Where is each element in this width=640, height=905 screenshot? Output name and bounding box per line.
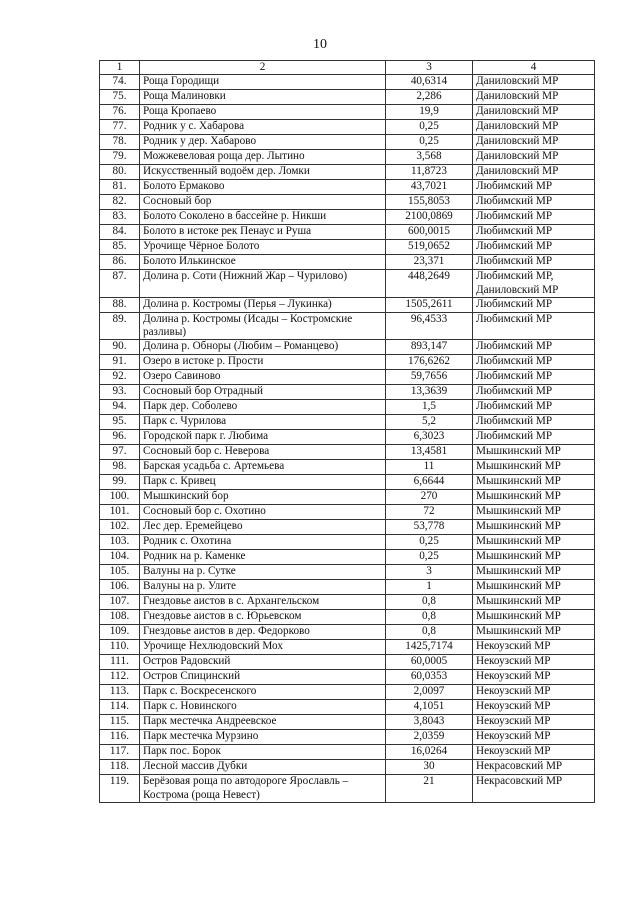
table-row [100, 565, 595, 580]
row-district: Любимский МР [473, 415, 595, 430]
row-area: 40,6314 [386, 75, 473, 90]
row-district: Некоузский МР [473, 640, 595, 655]
row-area: 16,0264 [386, 745, 473, 760]
table-row [100, 430, 595, 445]
table-row [100, 580, 595, 595]
row-district: Мышкинский МР [473, 520, 595, 535]
table-row [100, 195, 595, 210]
row-number: 114. [100, 700, 140, 715]
row-area: 60,0353 [386, 670, 473, 685]
table-row [100, 730, 595, 745]
row-area: 1505,2611 [386, 297, 473, 312]
row-name: Родник на р. Каменке [140, 550, 386, 565]
row-district: Некрасовский МР [473, 760, 595, 775]
row-name: Валуны на р. Сутке [140, 565, 386, 580]
row-number: 91. [100, 355, 140, 370]
row-area: 155,8053 [386, 195, 473, 210]
row-name: Гнездовье аистов в с. Архангельском [140, 595, 386, 610]
row-name: Мышкинский бор [140, 490, 386, 505]
row-number: 78. [100, 135, 140, 150]
table-row [100, 415, 595, 430]
row-name: Сосновый бор [140, 195, 386, 210]
table-row [100, 150, 595, 165]
row-number: 74. [100, 75, 140, 90]
row-name: Валуны на р. Улите [140, 580, 386, 595]
table-row [100, 120, 595, 135]
row-number: 108. [100, 610, 140, 625]
table-row [100, 655, 595, 670]
table-row [100, 180, 595, 195]
row-area: 21 [386, 775, 473, 803]
row-name: Болото Ермаково [140, 180, 386, 195]
row-district: Даниловский МР [473, 120, 595, 135]
row-area: 448,2649 [386, 270, 473, 298]
row-name: Озеро Савиново [140, 370, 386, 385]
row-name: Сосновый бор Отрадный [140, 385, 386, 400]
table-row [100, 475, 595, 490]
row-name: Долина р. Костромы (Перья – Лукинка) [140, 297, 386, 312]
row-name: Можжевеловая роща дер. Лытино [140, 150, 386, 165]
row-name: Лесной массив Дубки [140, 760, 386, 775]
row-district: Даниловский МР [473, 150, 595, 165]
row-name: Сосновый бор с. Неверова [140, 445, 386, 460]
row-number: 80. [100, 165, 140, 180]
row-district: Любимский МР [473, 210, 595, 225]
table-row [100, 340, 595, 355]
row-area: 600,0015 [386, 225, 473, 240]
row-district: Мышкинский МР [473, 460, 595, 475]
row-district: Мышкинский МР [473, 490, 595, 505]
row-district: Некоузский МР [473, 745, 595, 760]
table-row [100, 297, 595, 312]
row-number: 88. [100, 297, 140, 312]
row-district: Некоузский МР [473, 715, 595, 730]
row-name: Сосновый бор с. Охотино [140, 505, 386, 520]
row-area: 0,25 [386, 550, 473, 565]
table-row [100, 640, 595, 655]
row-name: Парк с. Новинского [140, 700, 386, 715]
column-header-district: 4 [473, 61, 595, 75]
row-district: Мышкинский МР [473, 625, 595, 640]
row-number: 113. [100, 685, 140, 700]
row-name: Берёзовая роща по автодороге Ярославль – Кострома (роща Невест) [140, 775, 386, 803]
row-name: Роща Кропаево [140, 105, 386, 120]
row-district: Любимский МР [473, 312, 595, 340]
row-area: 23,371 [386, 255, 473, 270]
row-name: Парк с. Воскресенского [140, 685, 386, 700]
row-number: 94. [100, 400, 140, 415]
row-area: 19,9 [386, 105, 473, 120]
row-district: Некрасовский МР [473, 775, 595, 803]
table-row [100, 775, 595, 803]
row-name: Озеро в истоке р. Прости [140, 355, 386, 370]
table-row [100, 255, 595, 270]
table-body [100, 75, 595, 803]
row-number: 101. [100, 505, 140, 520]
row-district: Любимский МР [473, 385, 595, 400]
row-number: 115. [100, 715, 140, 730]
row-name: Болото в истоке рек Пенаус и Руша [140, 225, 386, 240]
row-number: 95. [100, 415, 140, 430]
row-number: 79. [100, 150, 140, 165]
row-area: 0,8 [386, 595, 473, 610]
row-number: 81. [100, 180, 140, 195]
row-area: 72 [386, 505, 473, 520]
table-row [100, 400, 595, 415]
table-row [100, 535, 595, 550]
row-district: Мышкинский МР [473, 565, 595, 580]
row-number: 103. [100, 535, 140, 550]
row-district: Мышкинский МР [473, 580, 595, 595]
row-area: 11,8723 [386, 165, 473, 180]
row-district: Любимский МР [473, 370, 595, 385]
row-name: Остров Радовский [140, 655, 386, 670]
row-district: Некоузский МР [473, 655, 595, 670]
row-area: 2,0097 [386, 685, 473, 700]
row-district: Мышкинский МР [473, 535, 595, 550]
row-number: 107. [100, 595, 140, 610]
row-name: Долина р. Костромы (Исады – Костромские разливы) [140, 312, 386, 340]
table-row [100, 715, 595, 730]
row-name: Парк местечка Мурзино [140, 730, 386, 745]
row-number: 84. [100, 225, 140, 240]
row-district: Даниловский МР [473, 105, 595, 120]
row-area: 3,568 [386, 150, 473, 165]
row-area: 893,147 [386, 340, 473, 355]
row-area: 59,7656 [386, 370, 473, 385]
row-number: 87. [100, 270, 140, 298]
row-number: 118. [100, 760, 140, 775]
row-district: Любимский МР [473, 195, 595, 210]
row-area: 6,6644 [386, 475, 473, 490]
row-area: 1425,7174 [386, 640, 473, 655]
row-area: 53,778 [386, 520, 473, 535]
table-row [100, 505, 595, 520]
row-district: Любимский МР [473, 180, 595, 195]
row-number: 97. [100, 445, 140, 460]
row-number: 111. [100, 655, 140, 670]
row-name: Родник у дер. Хабарово [140, 135, 386, 150]
row-area: 30 [386, 760, 473, 775]
row-district: Любимский МР [473, 340, 595, 355]
table-row [100, 670, 595, 685]
row-district: Любимский МР [473, 240, 595, 255]
row-number: 117. [100, 745, 140, 760]
table-row [100, 460, 595, 475]
row-number: 105. [100, 565, 140, 580]
row-name: Остров Спицинский [140, 670, 386, 685]
row-district: Мышкинский МР [473, 595, 595, 610]
row-number: 104. [100, 550, 140, 565]
row-name: Парк с. Кривец [140, 475, 386, 490]
table-row [100, 165, 595, 180]
table-row [100, 135, 595, 150]
table-row [100, 685, 595, 700]
row-number: 83. [100, 210, 140, 225]
row-area: 13,3639 [386, 385, 473, 400]
row-number: 96. [100, 430, 140, 445]
row-name: Болото Соколено в бассейне р. Никши [140, 210, 386, 225]
row-name: Искусственный водоём дер. Ломки [140, 165, 386, 180]
row-district: Мышкинский МР [473, 445, 595, 460]
row-name: Роща Малиновки [140, 90, 386, 105]
row-name: Парк с. Чурилова [140, 415, 386, 430]
table-row [100, 700, 595, 715]
page-number: 10 [313, 37, 327, 52]
row-name: Урочище Чёрное Болото [140, 240, 386, 255]
table-row [100, 105, 595, 120]
row-area: 43,7021 [386, 180, 473, 195]
row-area: 60,0005 [386, 655, 473, 670]
table-row [100, 385, 595, 400]
row-name: Парк дер. Соболево [140, 400, 386, 415]
table-row [100, 210, 595, 225]
row-name: Долина р. Обноры (Любим – Романцево) [140, 340, 386, 355]
row-number: 110. [100, 640, 140, 655]
row-number: 102. [100, 520, 140, 535]
table-row [100, 225, 595, 240]
row-area: 270 [386, 490, 473, 505]
row-number: 89. [100, 312, 140, 340]
table-row [100, 745, 595, 760]
row-district: Некоузский МР [473, 700, 595, 715]
row-area: 96,4533 [386, 312, 473, 340]
row-area: 1 [386, 580, 473, 595]
row-number: 90. [100, 340, 140, 355]
row-district: Любимский МР [473, 255, 595, 270]
row-name: Парк пос. Борок [140, 745, 386, 760]
row-area: 176,6262 [386, 355, 473, 370]
row-district: Любимский МР [473, 400, 595, 415]
row-name: Парк местечка Андреевское [140, 715, 386, 730]
table-row [100, 610, 595, 625]
row-name: Лес дер. Еремейцево [140, 520, 386, 535]
row-name: Болото Илькинское [140, 255, 386, 270]
row-number: 92. [100, 370, 140, 385]
row-number: 116. [100, 730, 140, 745]
row-number: 77. [100, 120, 140, 135]
row-number: 119. [100, 775, 140, 803]
row-area: 2,0359 [386, 730, 473, 745]
row-area: 2,286 [386, 90, 473, 105]
row-district: Мышкинский МР [473, 505, 595, 520]
row-district: Мышкинский МР [473, 550, 595, 565]
row-area: 4,1051 [386, 700, 473, 715]
row-area: 0,8 [386, 610, 473, 625]
row-area: 11 [386, 460, 473, 475]
row-number: 100. [100, 490, 140, 505]
column-header-name: 2 [140, 61, 386, 75]
protected-areas-table [99, 60, 595, 803]
row-number: 109. [100, 625, 140, 640]
table-row [100, 490, 595, 505]
row-district: Любимский МР [473, 430, 595, 445]
row-name: Городской парк г. Любима [140, 430, 386, 445]
row-district: Некоузский МР [473, 730, 595, 745]
table-row [100, 270, 595, 298]
row-number: 86. [100, 255, 140, 270]
row-district: Мышкинский МР [473, 475, 595, 490]
table-row [100, 312, 595, 340]
row-district: Любимский МР, Даниловский МР [473, 270, 595, 298]
row-district: Любимский МР [473, 355, 595, 370]
table-row [100, 760, 595, 775]
row-district: Мышкинский МР [473, 610, 595, 625]
table-row [100, 625, 595, 640]
row-name: Родник с. Охотина [140, 535, 386, 550]
row-number: 82. [100, 195, 140, 210]
table-row [100, 90, 595, 105]
row-area: 6,3023 [386, 430, 473, 445]
row-number: 85. [100, 240, 140, 255]
row-number: 112. [100, 670, 140, 685]
table-row [100, 595, 595, 610]
row-area: 5,2 [386, 415, 473, 430]
row-district: Некоузский МР [473, 670, 595, 685]
row-district: Даниловский МР [473, 135, 595, 150]
row-area: 2100,0869 [386, 210, 473, 225]
row-area: 3 [386, 565, 473, 580]
table-row [100, 240, 595, 255]
row-name: Гнездовье аистов в с. Юрьевском [140, 610, 386, 625]
row-number: 98. [100, 460, 140, 475]
row-district: Любимский МР [473, 225, 595, 240]
row-name: Роща Городищи [140, 75, 386, 90]
row-area: 3,8043 [386, 715, 473, 730]
row-number: 93. [100, 385, 140, 400]
row-area: 519,0652 [386, 240, 473, 255]
row-number: 106. [100, 580, 140, 595]
row-area: 0,25 [386, 535, 473, 550]
table-header-row [100, 61, 595, 75]
row-number: 99. [100, 475, 140, 490]
row-name: Барская усадьба с. Артемьева [140, 460, 386, 475]
row-name: Родник у с. Хабарова [140, 120, 386, 135]
row-area: 13,4581 [386, 445, 473, 460]
table-row [100, 75, 595, 90]
row-district: Даниловский МР [473, 165, 595, 180]
table-row [100, 445, 595, 460]
row-number: 76. [100, 105, 140, 120]
row-district: Даниловский МР [473, 75, 595, 90]
column-header-number: 1 [100, 61, 140, 75]
table-row [100, 550, 595, 565]
column-header-area: 3 [386, 61, 473, 75]
row-number: 75. [100, 90, 140, 105]
row-name: Урочище Нехлюдовский Мох [140, 640, 386, 655]
row-district: Некоузский МР [473, 685, 595, 700]
row-area: 0,25 [386, 120, 473, 135]
row-district: Даниловский МР [473, 90, 595, 105]
table-row [100, 355, 595, 370]
row-district: Любимский МР [473, 297, 595, 312]
row-area: 1,5 [386, 400, 473, 415]
table-row [100, 520, 595, 535]
row-name: Гнездовье аистов в дер. Федорково [140, 625, 386, 640]
row-area: 0,25 [386, 135, 473, 150]
table-row [100, 370, 595, 385]
row-area: 0,8 [386, 625, 473, 640]
row-name: Долина р. Соти (Нижний Жар – Чурилово) [140, 270, 386, 298]
